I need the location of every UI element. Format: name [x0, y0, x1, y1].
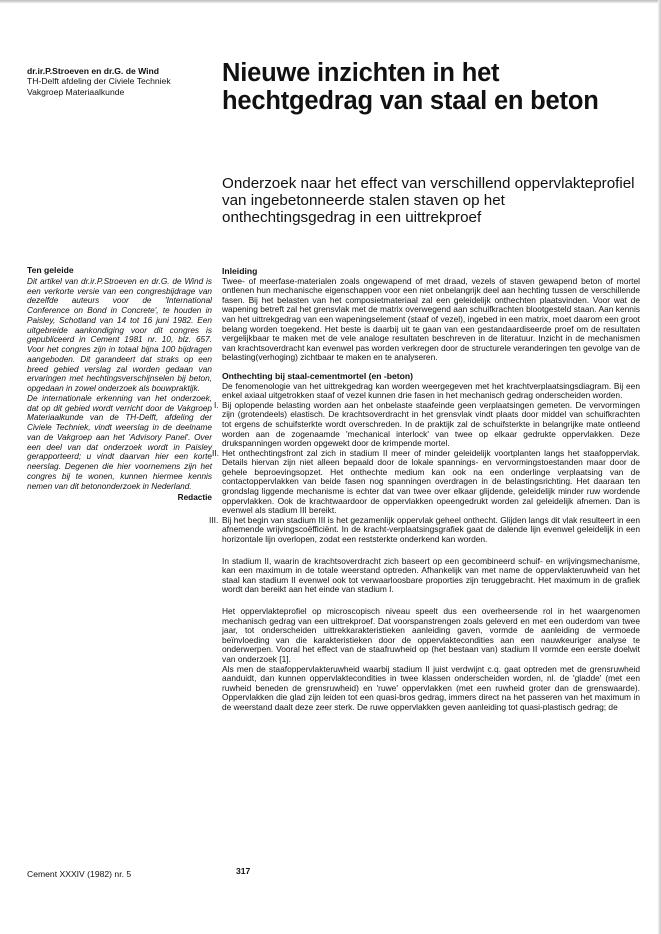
section-heading-onthechting: Onthechting bij staal-cementmortel (en -beton): [222, 370, 413, 381]
stage-text: Bij het begin van stadium III is het gezamenlijk oppervlak geheel onthecht. Glijden langs dit vlak resulteert in een afnemende wrijvingscoëfficiënt. In de kracht-verplaatsingsgrafiek gaat de dalende lijn evenwel geleidelijk in een horizontale lijn overlopen, zodat een reststerkte onderkend kan worden.: [222, 514, 640, 545]
body-paragraph: In stadium II, waarin de krachtsoverdracht zich baseert op een gecombineerd schuif- en wrijvingsmechanisme, kan een maximum in de totale weerstand optreden. Afhankelijk van met name de oppervlakteruwheid van het staal kan stadium II evenwel ook tot verwaarloosbare proporties zijn teruggebracht. Het maximum in de grafiek wordt dan bereikt aan het einde van stadium I.: [222, 555, 640, 595]
author-department: Vakgroep Materiaalkunde: [27, 86, 125, 97]
section-heading-inleiding: Inleiding: [222, 266, 258, 276]
author-names: dr.ir.P.Stroeven en dr.G. de Wind: [27, 66, 160, 76]
stage-numeral: II.: [212, 447, 219, 458]
article-title: Nieuwe inzichten in het hechtgedrag van staal en beton: [222, 59, 599, 115]
body-paragraph: Twee- of meerfase-materialen zoals ongewapend of met draad, vezels of staven gewapend beton of mortel ontlenen hun mechanische eigenschappen voor een niet onbelangrijk deel aan hechting tussen de verschillende fasen. Bij het belasten van het composietmateriaal zal een geleidelijk onthechten plaatsvinden. Voor wat de wapening betreft zal het grensvlak met de matrix overwegend aan schuifkrachten blootgesteld staan. Aan kennis van het uittrekgedrag van een wapeningselement (staaf of vezel), ingebed in een matrix, moet daarom een groot belang worden toegekend. Het beste is daarbij uit te gaan van een gestandaardiseerde proef om de resultaten vergelijkbaar te maken met de vele analoge resultaten beschreven in de literatuur. Inzicht in de mechanismen van krachtsoverdracht kan evenwel pas worden verkregen door de structurele veranderingen ten gevolge van de belasting(verhoging) zichtbaar te maken en te analyseren.: [222, 275, 640, 363]
sidebar-signature: Redactie: [177, 493, 212, 503]
body-paragraph: Als men de staafoppervlakteruwheid waarbij stadium II juist verdwijnt c.q. gaat optreden met de grensruwheid aanduidt, dan kunnen oppervlaktecondities in twee klassen onderscheiden worden, nl. de 'gladde' (met een ruwheid beneden de grensruwheid) en 'ruwe' oppervlakken (met een ruwheid groter dan de grenswaarde). Oppervlakken die glad zijn leiden tot een quasi-bros gedrag, immers direct na het passeren van het maximum in de weerstand daalt deze zeer sterk. De ruwe oppervlakken geven aanleiding tot quasi-plastisch gedrag; de: [222, 663, 640, 712]
stage-text: Bij oplopende belasting worden aan het onbelaste staafeinde geen verplaatsingen gemeten. De vervormingen zijn (grotendeels) elastisch. De krachtsoverdracht in het grensvlak vindt plaats door middel van schuifkrachten tot ergens de schuifsterkte wordt overschreden. In de praktijk zal de schuifsterkte in belangrijke mate ontleend worden aan de zogenaamde 'mechanical interlock' van twee op elkaar gedrukte oppervlakken. Deze drukspanningen worden opgewekt door de krimpende mortel.: [222, 399, 640, 449]
sidebar-paragraph: Dit artikel van dr.ir.P.Stroeven en dr.G. de Wind is een verkorte versie van een congresbijdrage van dezelfde auteurs voor de 'International Conference on Bond in Concrete', te houden in Paisley, Schotland van 14 tot 16 juni 1982. Een uitgebreide aankondiging voor dit congres is gepubliceerd in Cement 1981 nr. 10, blz. 657. Voor het congres zijn in totaal bijna 100 bijdragen aangeboden. Dit garandeert dat straks op een breed gebied verslag zal worden gedaan van ervaringen met hechtingsverschijnselen bij beton, opgedaan in zowel onderzoek als bouwpraktijk.: [27, 276, 212, 393]
sidebar-paragraph: De internationale erkenning van het onderzoek, dat op dit gebied wordt verricht door de Vakgroep Materiaalkunde van de TH-Delft, afdeling der Civiele Techniek, vindt weerslag in de deelname van de Vakgroep aan het 'Advisory Panel'. Over een deel van dat onderzoek wordt in Paisley gerapporteerd; u vindt daarvan hier een korte neerslag. Degenen die hier voornemens zijn het congres bij te wonen, kunnen hiermee kennis nemen van dit betononderzoek in Nederland.: [27, 393, 212, 491]
page-number: 317: [236, 866, 251, 876]
sidebar-heading: Ten geleide: [27, 265, 74, 275]
article-subtitle: Onderzoek naar het effect van verschillend oppervlakteprofiel van ingebetonneerde stalen staven op het onthechtingsgedrag in een uittrekproef: [222, 175, 635, 226]
scan-edge-top: [0, 0, 661, 3]
stage-text: Het onthechtingsfront zal zich in stadium II meer of minder geleidelijk voortplanten langs het staafoppervlak. Details hiervan zijn niet alleen bepaald door de lokale spannings- en vervormingstoestanden maar door de gehele beproevingsopzet. Het onthechte medium kan ook na een onderlinge verplaatsing van de contactoppervlakken van beide fasen nog spanningen overdragen in de belastingsrichting. Het daaraan ten grondslag liggende mechanisme is echter dat van twee over elkaar glijdende, geleidelijk minder ruw wordende oppervlakken. Ook de krachtwaardoor de oppervlakken opeengedrukt worden zal geleidelijk afnemen. Dan is evenwel als stadium III bereikt.: [222, 447, 640, 516]
editorial-sidebar: [27, 266, 212, 503]
body-paragraph: De fenomenologie van het uittrekgedrag kan worden weergegeven met het krachtverplaatsingsdiagram. Bij een enkel axiaal uitgetrokken staaf of vezel kunnen drie fasen in het mechanisch gedrag onderscheiden worden.: [222, 380, 640, 401]
body-paragraph: Het oppervlakteprofiel op microscopisch niveau speelt dus een overheersende rol in het waargenomen mechanisch gedrag van een uittrekproef. Dat voorspanstrengen zoals geleverd en met een ouderdom van twee jaar, tot onderscheiden uittrekkarakteristieken aanleiding gaven, vormde de aanleiding de vermoede beïnvloeding van die karakteristieken door de oppervlaktecondities aan een nauwkeuriger analyse te onderwerpen. Vooral het effect van de staafruwheid op (het bestaan van) stadium II vormde een eerste doelwit van onderzoek [1].: [222, 606, 640, 664]
stage-item: [209, 514, 640, 545]
stage-item: [212, 447, 640, 516]
stage-numeral: III.: [209, 514, 219, 525]
author-affiliation: TH-Delft afdeling der Civiele Techniek: [27, 76, 171, 87]
article-body: [209, 266, 640, 713]
stage-item: [214, 399, 640, 449]
author-block: [27, 66, 212, 97]
journal-issue: Cement XXXIV (1982) nr. 5: [27, 869, 132, 879]
stage-numeral: I.: [214, 399, 219, 410]
